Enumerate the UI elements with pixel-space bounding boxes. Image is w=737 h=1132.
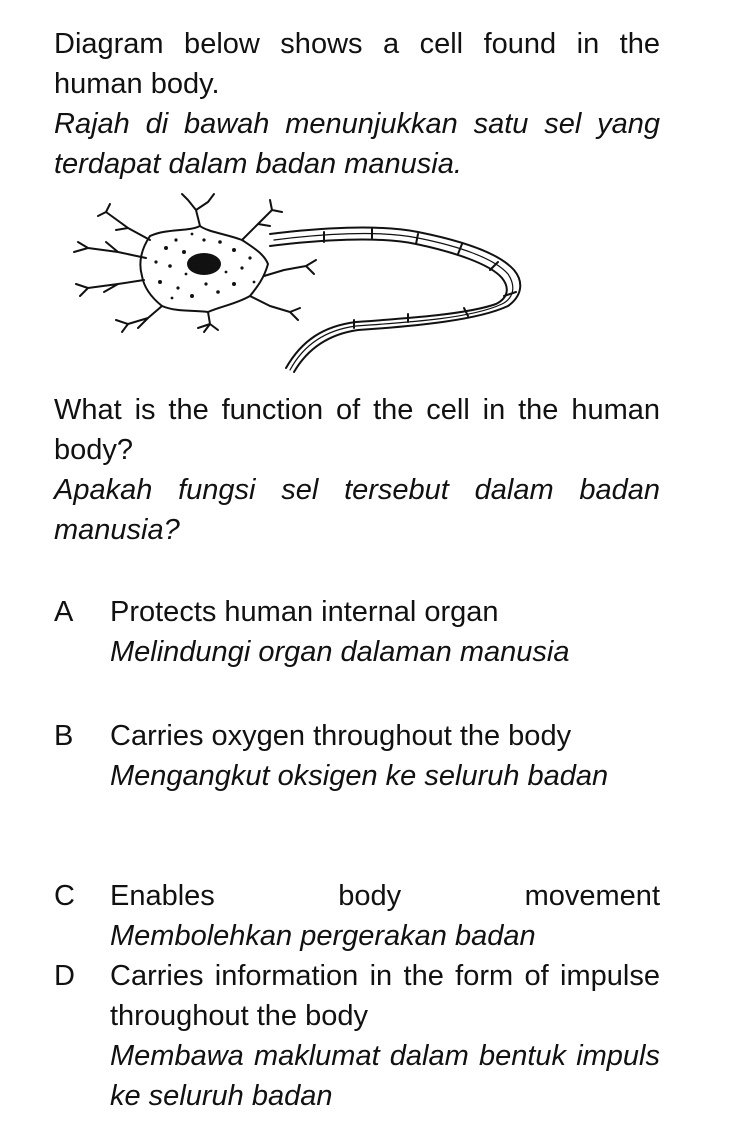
question-ask-malay: Apakah fungsi sel tersebut dalam badan manusia? — [54, 474, 660, 546]
dendrite — [74, 242, 146, 258]
option-letter: A — [54, 596, 74, 628]
neuron-diagram — [58, 188, 528, 380]
option-text-english: Enables body movement — [110, 880, 660, 912]
option-text-english: Carries information in the form of impulse throughout the body — [110, 960, 660, 1032]
dendrite — [98, 204, 150, 240]
dendrite — [198, 312, 218, 332]
option-text-english: Protects human internal organ — [110, 596, 499, 628]
dendrite — [250, 296, 300, 320]
option-text-english: Carries oxygen throughout the body — [110, 720, 572, 752]
dendrite — [264, 260, 316, 276]
question-intro-english: Diagram below shows a cell found in the human body. — [54, 28, 660, 100]
option-letter: B — [54, 720, 74, 752]
question-ask-english: What is the function of the cell in the human body? — [54, 394, 660, 466]
option-letter: C — [54, 880, 75, 912]
option-text-malay: Mengangkut oksigen ke seluruh badan — [110, 760, 609, 792]
dendrite — [182, 194, 214, 226]
dendrite — [116, 306, 162, 332]
axon-sheath — [270, 228, 520, 372]
option-text-malay: Membawa maklumat dalam bentuk impuls ke seluruh badan — [110, 1040, 660, 1112]
dendrite — [76, 280, 144, 296]
axon-core — [274, 234, 513, 370]
option-text-malay: Membolehkan pergerakan badan — [110, 920, 536, 952]
nucleus — [187, 253, 221, 275]
option-text-malay: Melindungi organ dalaman manusia — [110, 636, 570, 668]
option-letter: D — [54, 960, 75, 992]
question-intro-malay: Rajah di bawah menunjukkan satu sel yang terdapat dalam badan manusia. — [54, 108, 660, 180]
